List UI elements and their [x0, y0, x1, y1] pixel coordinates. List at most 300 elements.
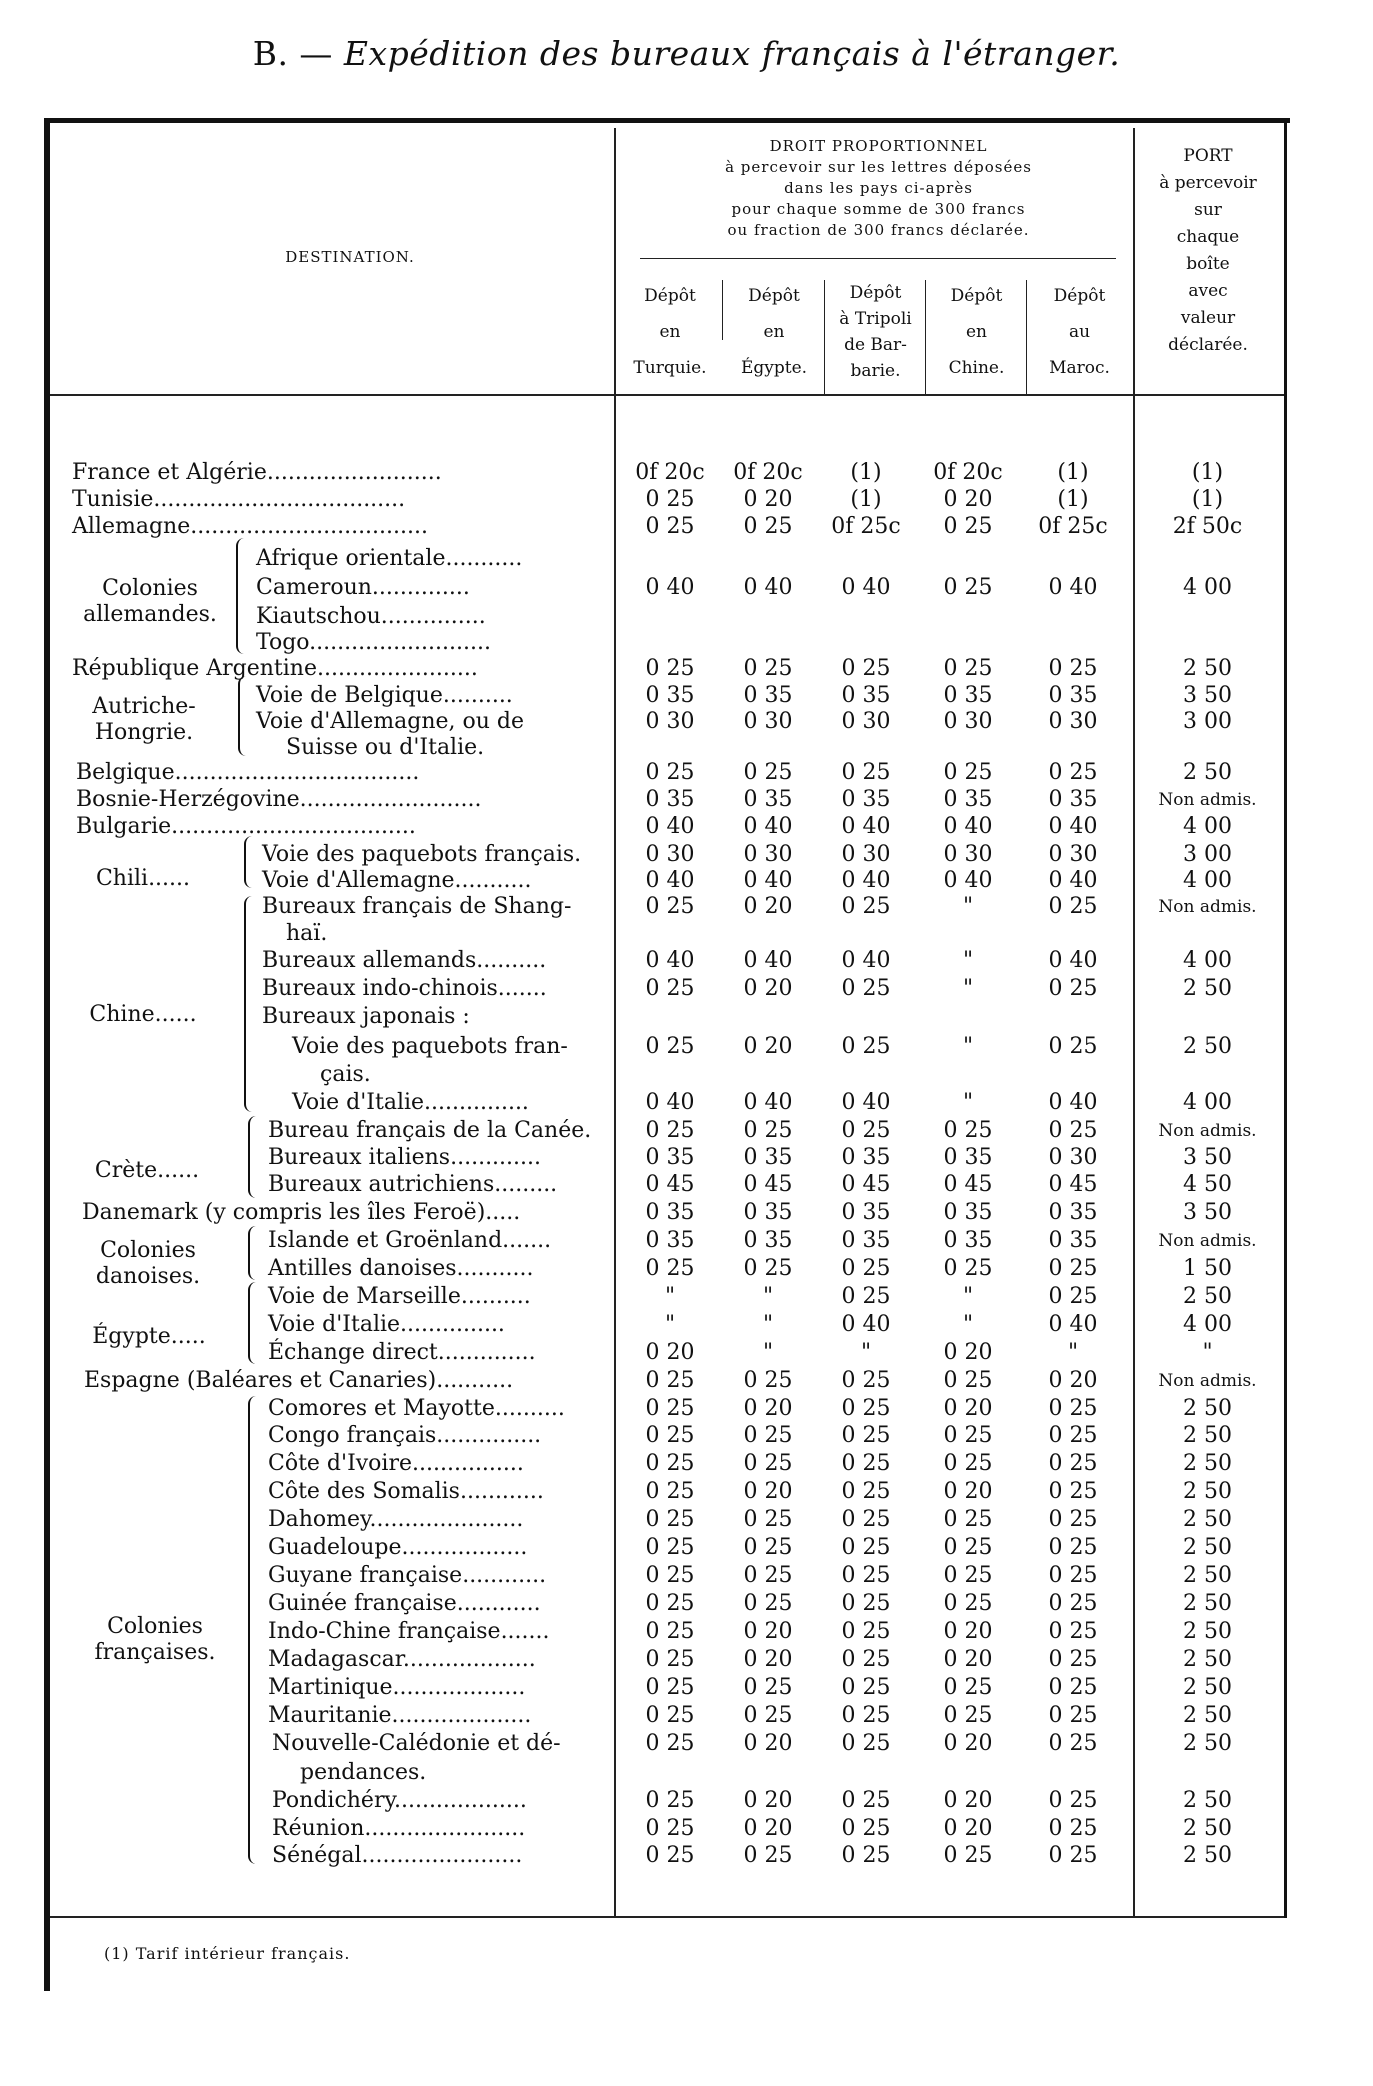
rate-cell: 0 45: [645, 1172, 695, 1197]
rate-cell: 0 25: [943, 760, 993, 785]
brace: [248, 1282, 260, 1364]
rate-cell: 0 40: [743, 868, 793, 893]
rate-cell: 0 30: [743, 842, 793, 867]
rate-cell: 0 35: [841, 1145, 891, 1170]
rate-cell: 0 25: [645, 1507, 695, 1532]
rate-cell: 0 25: [743, 1368, 793, 1393]
row-destination: Suisse ou d'Italie.: [286, 735, 485, 760]
rate-cell: 0 20: [743, 1479, 793, 1504]
row-destination: Guinée française............: [268, 1591, 541, 1616]
rate-cell: 0 35: [943, 683, 993, 708]
port-cell: 2 50: [1183, 1535, 1232, 1560]
row-destination: Voie de Belgique..........: [256, 683, 513, 708]
row-destination: Bureaux allemands..........: [262, 948, 547, 973]
deposit-column-header: [1028, 278, 1131, 386]
rate-cell: 0 25: [841, 1703, 891, 1728]
rate-cell: 0 25: [645, 1256, 695, 1281]
rate-cell: 0 25: [645, 1619, 695, 1644]
port-cell: 4 00: [1183, 575, 1232, 600]
row-destination: Bureaux indo-chinois.......: [262, 976, 547, 1001]
row-destination: Antilles danoises...........: [268, 1256, 534, 1281]
group-label: [78, 866, 208, 892]
rate-cell: 0 20: [943, 1619, 993, 1644]
port-cell: 4 00: [1183, 1090, 1232, 1115]
rate-cell: 0 25: [943, 1563, 993, 1588]
rate-cell: 0 25: [645, 1591, 695, 1616]
row-destination: Mauritanie....................: [268, 1703, 532, 1728]
port-cell: 3 50: [1183, 1145, 1232, 1170]
rate-cell: 0 25: [841, 1368, 891, 1393]
rate-cell: 0 25: [645, 1788, 695, 1813]
port-header-line: chaque: [1176, 227, 1240, 247]
rate-cell: 0 25: [943, 575, 993, 600]
port-cell: 2 50: [1183, 1703, 1232, 1728]
rate-cell: 0 40: [841, 575, 891, 600]
row-destination: Allemagne..................................: [72, 514, 428, 539]
row-destination: pendances.: [300, 1760, 427, 1785]
rate-cell: 0 20: [645, 1340, 695, 1365]
rate-cell: 0 40: [743, 814, 793, 839]
rate-cell: 0 25: [1048, 1675, 1098, 1700]
group-label: [84, 1324, 214, 1350]
rate-cell: 0 35: [943, 1145, 993, 1170]
droit-header-line: DROIT PROPORTIONNEL: [769, 137, 988, 155]
rate-cell: 0 40: [645, 1090, 695, 1115]
port-cell: 4 00: [1183, 948, 1232, 973]
row-destination: Martinique...................: [268, 1675, 526, 1700]
brace: [238, 676, 250, 756]
row-destination: Dahomey......................: [268, 1507, 524, 1532]
row-destination: Cameroun..............: [256, 575, 470, 600]
group-label: [84, 694, 204, 746]
rate-cell: ": [962, 976, 974, 1001]
rate-cell: 0 25: [841, 1788, 891, 1813]
rate-cell: 0 25: [943, 514, 993, 539]
port-cell: 3 00: [1183, 842, 1232, 867]
rate-cell: 0 25: [743, 656, 793, 681]
rate-cell: 0 40: [841, 868, 891, 893]
row-destination: Comores et Mayotte..........: [268, 1396, 565, 1421]
rate-cell: 0 35: [943, 1200, 993, 1225]
rate-cell: 0 35: [1048, 683, 1098, 708]
rate-cell: 0 25: [1048, 1118, 1098, 1143]
port-cell: 2 50: [1183, 1451, 1232, 1476]
rate-cell: 0 25: [645, 894, 695, 919]
header-bottom-rule: [50, 394, 1284, 396]
rate-cell: 0 40: [841, 1090, 891, 1115]
rate-cell: 0 25: [841, 976, 891, 1001]
rate-cell: 0 35: [645, 787, 695, 812]
port-cell: 2 50: [1183, 1479, 1232, 1504]
row-destination: Voie d'Italie...............: [268, 1312, 505, 1337]
rate-cell: ": [762, 1312, 774, 1337]
group-label-line: Colonies: [102, 576, 198, 601]
group-label-line: Égypte.....: [92, 1324, 206, 1349]
rate-cell: 0 20: [743, 1788, 793, 1813]
rate-cell: 0 25: [841, 1563, 891, 1588]
rate-cell: 0 30: [645, 709, 695, 734]
rate-cell: (1): [1057, 487, 1089, 512]
rate-cell: 0 25: [1048, 1563, 1098, 1588]
rate-cell: 0 20: [943, 1479, 993, 1504]
rate-cell: 0 25: [841, 1451, 891, 1476]
rate-cell: 0 25: [645, 1703, 695, 1728]
port-cell: Non admis.: [1158, 1121, 1257, 1141]
rate-cell: 0 25: [841, 656, 891, 681]
rate-cell: 0 25: [645, 1563, 695, 1588]
rate-cell: 0 45: [1048, 1172, 1098, 1197]
rate-cell: 0 25: [943, 1423, 993, 1448]
rate-cell: 0 25: [841, 760, 891, 785]
deposit-column-header: [826, 280, 925, 384]
row-destination: Afrique orientale...........: [256, 546, 523, 571]
rate-cell: 0 25: [943, 1368, 993, 1393]
deposit-column-header-line: Dépôt: [849, 283, 902, 303]
rate-cell: ": [962, 1034, 974, 1059]
rate-cell: 0 20: [743, 1619, 793, 1644]
col-rule-3: [925, 280, 926, 396]
rate-cell: 0 35: [841, 1228, 891, 1253]
rate-cell: (1): [1057, 460, 1089, 485]
port-header-line: boîte: [1186, 254, 1230, 274]
port-cell: 2 50: [1183, 1731, 1232, 1756]
rate-cell: 0 40: [943, 868, 993, 893]
port-cell: 3 00: [1183, 709, 1232, 734]
rate-cell: 0 25: [645, 1535, 695, 1560]
rate-cell: 0 35: [743, 1145, 793, 1170]
port-cell: 2 50: [1183, 1396, 1232, 1421]
rate-cell: 0 35: [841, 683, 891, 708]
rate-cell: ": [762, 1284, 774, 1309]
rate-cell: 0 25: [1048, 1843, 1098, 1868]
port-cell: 2 50: [1183, 1788, 1232, 1813]
group-label-line: Crète......: [94, 1158, 200, 1183]
rate-cell: 0 25: [841, 1479, 891, 1504]
group-label: [90, 1614, 220, 1666]
brace: [244, 896, 256, 1112]
column-rule-dest: [614, 128, 616, 1916]
group-label-line: Hongrie.: [94, 720, 194, 745]
rate-cell: 0 25: [1048, 1731, 1098, 1756]
col-rule-1: [722, 280, 723, 340]
rate-cell: 0 25: [841, 1507, 891, 1532]
rate-cell: 0 30: [943, 709, 993, 734]
brace: [244, 836, 256, 888]
rate-cell: 0 35: [1048, 1228, 1098, 1253]
rate-cell: 0 35: [1048, 1200, 1098, 1225]
rate-cell: 0 25: [645, 487, 695, 512]
row-destination: Belgique...................................: [76, 760, 420, 785]
table-frame-right: [1284, 118, 1287, 1918]
rate-cell: 0 35: [645, 1145, 695, 1170]
rate-cell: 0 25: [645, 976, 695, 1001]
rate-cell: 0 40: [1048, 575, 1098, 600]
deposit-column-header: [724, 278, 824, 386]
rate-cell: 0 25: [645, 1647, 695, 1672]
col-rule-2: [824, 280, 825, 396]
rate-cell: 0 40: [1048, 948, 1098, 973]
deposit-column-header-line: à Tripoli: [839, 309, 912, 329]
row-destination: Congo français...............: [268, 1423, 542, 1448]
rate-cell: 0 25: [943, 1703, 993, 1728]
rate-cell: 0 25: [1048, 976, 1098, 1001]
rate-cell: 0 35: [841, 787, 891, 812]
rate-cell: 0 20: [943, 1731, 993, 1756]
rate-cell: 0 25: [743, 1563, 793, 1588]
port-cell: Non admis.: [1158, 790, 1257, 810]
rate-cell: 0 25: [743, 1507, 793, 1532]
rate-cell: 0 25: [1048, 894, 1098, 919]
rate-cell: 0 40: [743, 1090, 793, 1115]
rate-cell: (1): [850, 460, 882, 485]
rate-cell: 0 35: [1048, 787, 1098, 812]
rate-cell: 0 25: [645, 1816, 695, 1841]
port-cell: Non admis.: [1158, 897, 1257, 917]
col-rule-4: [1026, 280, 1027, 396]
rate-cell: (1): [850, 487, 882, 512]
rate-cell: 0 40: [1048, 1090, 1098, 1115]
row-destination: Guadeloupe..................: [268, 1535, 528, 1560]
rate-cell: 0 25: [743, 1118, 793, 1143]
port-cell: 4 00: [1183, 1312, 1232, 1337]
rate-cell: 0 20: [743, 1816, 793, 1841]
rate-cell: 0 25: [645, 1118, 695, 1143]
rate-cell: 0 25: [1048, 1591, 1098, 1616]
rate-cell: 0 30: [1048, 842, 1098, 867]
rate-cell: ": [860, 1340, 872, 1365]
rate-cell: 0 45: [743, 1172, 793, 1197]
rate-cell: 0 35: [841, 1200, 891, 1225]
rate-cell: 0 25: [1048, 1619, 1098, 1644]
rate-cell: 0 35: [943, 1228, 993, 1253]
port-cell: 2 50: [1183, 1034, 1232, 1059]
rate-cell: 0 25: [1048, 1284, 1098, 1309]
row-destination: Togo..........................: [256, 630, 491, 655]
row-destination: Voie des paquebots français.: [262, 842, 582, 867]
rate-cell: 0 25: [841, 1591, 891, 1616]
rate-cell: 0 25: [841, 1256, 891, 1281]
deposit-column-header: [620, 278, 720, 386]
rate-cell: 0 25: [1048, 656, 1098, 681]
row-destination: Danemark (y compris les îles Feroë).....: [82, 1200, 521, 1225]
rate-cell: 0 40: [645, 948, 695, 973]
port-cell: Non admis.: [1158, 1231, 1257, 1251]
deposit-column-header-line: au: [1068, 322, 1091, 342]
row-destination: Voie de Marseille..........: [268, 1284, 531, 1309]
destination-header: DESTINATION.: [285, 248, 415, 266]
port-cell: 2 50: [1183, 1423, 1232, 1448]
group-label: [82, 1158, 212, 1184]
column-rule-port: [1133, 128, 1135, 1916]
rate-cell: 0 40: [645, 868, 695, 893]
rate-cell: 0 25: [1048, 1034, 1098, 1059]
row-destination: Nouvelle-Calédonie et dé-: [272, 1731, 561, 1756]
row-destination: çais.: [320, 1062, 371, 1087]
rate-cell: 0 25: [1048, 1396, 1098, 1421]
port-cell: 2 50: [1183, 1591, 1232, 1616]
row-destination: Voie d'Italie...............: [292, 1090, 529, 1115]
row-destination: Bureaux japonais :: [262, 1004, 470, 1029]
row-destination: Bosnie-Herzégovine..........................: [76, 787, 482, 812]
group-label-line: Chili......: [95, 866, 191, 891]
rate-cell: 0 25: [743, 1703, 793, 1728]
rate-cell: 0f 20c: [933, 460, 1003, 485]
rate-cell: 0 25: [743, 1451, 793, 1476]
rate-cell: 0 45: [841, 1172, 891, 1197]
page-title: [0, 34, 1373, 73]
brace: [248, 1396, 260, 1864]
port-cell: (1): [1191, 487, 1224, 512]
rate-cell: 0 40: [1048, 1312, 1098, 1337]
table-bottom-rule: [50, 1916, 1284, 1918]
group-label-line: Autriche-: [92, 694, 196, 719]
rate-cell: 0 25: [645, 1396, 695, 1421]
port-header-line: valeur: [1180, 308, 1236, 328]
port-header-line: sur: [1194, 200, 1222, 220]
rate-cell: 0 25: [743, 1535, 793, 1560]
rate-cell: 0 20: [743, 1647, 793, 1672]
deposit-column-header: [927, 278, 1026, 386]
rate-cell: 0f 25c: [1038, 514, 1108, 539]
port-header: [1138, 143, 1278, 359]
rate-cell: 0 25: [645, 1451, 695, 1476]
rate-cell: 0 40: [1048, 814, 1098, 839]
port-cell: 4 00: [1183, 868, 1232, 893]
rate-cell: 0 25: [841, 1118, 891, 1143]
port-cell: 3 50: [1183, 1200, 1232, 1225]
port-cell: 2f 50c: [1172, 514, 1243, 539]
deposit-column-header-line: Maroc.: [1049, 358, 1110, 378]
deposit-column-header-line: Dépôt: [1053, 286, 1106, 306]
rate-cell: ": [962, 948, 974, 973]
rate-cell: 0 30: [841, 709, 891, 734]
rate-cell: 0 40: [1048, 868, 1098, 893]
rate-cell: 0 25: [743, 1423, 793, 1448]
rate-cell: 0 35: [743, 1228, 793, 1253]
row-destination: Bureaux français de Shang-: [262, 894, 572, 919]
rate-cell: 0 30: [841, 842, 891, 867]
port-cell: 4 50: [1183, 1172, 1232, 1197]
rate-cell: 0 25: [1048, 1451, 1098, 1476]
rate-cell: 0 20: [743, 976, 793, 1001]
group-label-line: Colonies: [107, 1614, 203, 1639]
rate-cell: 0 25: [841, 894, 891, 919]
group-label-line: Chine......: [89, 1002, 197, 1027]
row-destination: Bureau français de la Canée.: [268, 1118, 592, 1143]
row-destination: Islande et Groënland.......: [268, 1228, 552, 1253]
row-destination: Voie d'Allemagne...........: [262, 868, 532, 893]
row-destination: Voie des paquebots fran-: [292, 1034, 568, 1059]
row-destination: Côte des Somalis............: [268, 1479, 544, 1504]
rate-cell: 0 25: [943, 1256, 993, 1281]
rate-cell: 0 40: [645, 575, 695, 600]
rate-cell: 0 25: [1048, 1479, 1098, 1504]
rate-cell: 0 25: [743, 1675, 793, 1700]
rate-cell: 0 35: [943, 787, 993, 812]
rate-cell: 0 25: [841, 1535, 891, 1560]
deposit-column-header-line: Dépôt: [644, 286, 696, 306]
rate-cell: 0 40: [743, 948, 793, 973]
rate-cell: 0f 20c: [635, 460, 705, 485]
rate-cell: 0 25: [1048, 1256, 1098, 1281]
brace: [248, 1226, 260, 1280]
rate-cell: 0 25: [943, 1451, 993, 1476]
rate-cell: 0 35: [743, 787, 793, 812]
row-destination: Tunisie....................................: [72, 487, 406, 512]
rate-cell: ": [962, 894, 974, 919]
rate-cell: 0 40: [743, 575, 793, 600]
port-cell: (1): [1191, 460, 1224, 485]
port-cell: 4 00: [1183, 814, 1232, 839]
port-cell: 2 50: [1183, 1563, 1232, 1588]
rate-cell: 0 40: [841, 948, 891, 973]
rate-cell: 0 30: [943, 842, 993, 867]
row-destination: haï.: [286, 921, 328, 946]
rate-cell: 0 25: [841, 1396, 891, 1421]
droit-header-line: ou fraction de 300 francs déclarée.: [727, 221, 1030, 239]
rate-cell: 0 20: [743, 1396, 793, 1421]
rate-cell: 0 25: [841, 1843, 891, 1868]
row-destination: Bureaux autrichiens.........: [268, 1172, 558, 1197]
deposit-column-header-line: Égypte.: [740, 358, 808, 378]
rate-cell: 0 25: [743, 1256, 793, 1281]
rate-cell: 0 25: [1048, 760, 1098, 785]
rate-cell: 0 30: [1048, 709, 1098, 734]
rate-cell: 0 20: [1048, 1368, 1098, 1393]
rate-cell: 0 25: [1048, 1423, 1098, 1448]
rate-cell: 0 20: [743, 1731, 793, 1756]
row-destination: Espagne (Baléares et Canaries)...........: [84, 1368, 514, 1393]
rate-cell: 0 25: [841, 1675, 891, 1700]
rate-cell: ": [664, 1284, 676, 1309]
rate-cell: 0 20: [743, 894, 793, 919]
port-cell: 2 50: [1183, 1647, 1232, 1672]
rate-cell: 0 25: [645, 1034, 695, 1059]
rate-cell: 0 40: [841, 1312, 891, 1337]
deposit-column-header-line: Chine.: [948, 358, 1005, 378]
rate-cell: 0 25: [943, 1507, 993, 1532]
rate-cell: 0 25: [1048, 1703, 1098, 1728]
port-cell: 2 50: [1183, 1619, 1232, 1644]
row-destination: Bulgarie...................................: [76, 814, 416, 839]
rate-cell: 0 25: [743, 514, 793, 539]
rate-cell: 0 25: [645, 760, 695, 785]
rate-cell: ": [962, 1284, 974, 1309]
rate-cell: 0 40: [645, 814, 695, 839]
rate-cell: 0 25: [743, 1843, 793, 1868]
rate-cell: ": [762, 1340, 774, 1365]
brace: [236, 538, 248, 654]
rate-cell: 0 25: [645, 1675, 695, 1700]
rate-cell: 0 30: [1048, 1145, 1098, 1170]
rate-cell: 0 20: [943, 1647, 993, 1672]
row-destination: Côte d'Ivoire................: [268, 1451, 524, 1476]
port-cell: 2 50: [1183, 1816, 1232, 1841]
row-destination: Pondichéry...................: [272, 1788, 527, 1813]
droit-header-line: dans les pays ci-après: [784, 179, 973, 197]
deposit-column-header-line: Dépôt: [748, 286, 800, 306]
rate-cell: 0 25: [645, 1368, 695, 1393]
rate-cell: ": [664, 1312, 676, 1337]
rate-cell: 0 25: [943, 1591, 993, 1616]
droit-header-line: à percevoir sur les lettres déposées: [725, 158, 1032, 176]
rate-cell: 0 30: [743, 709, 793, 734]
rate-cell: 0 20: [743, 487, 793, 512]
rate-cell: 0 20: [943, 1396, 993, 1421]
port-header-line: avec: [1188, 281, 1228, 301]
rate-cell: 0 25: [645, 1423, 695, 1448]
rate-cell: ": [962, 1312, 974, 1337]
